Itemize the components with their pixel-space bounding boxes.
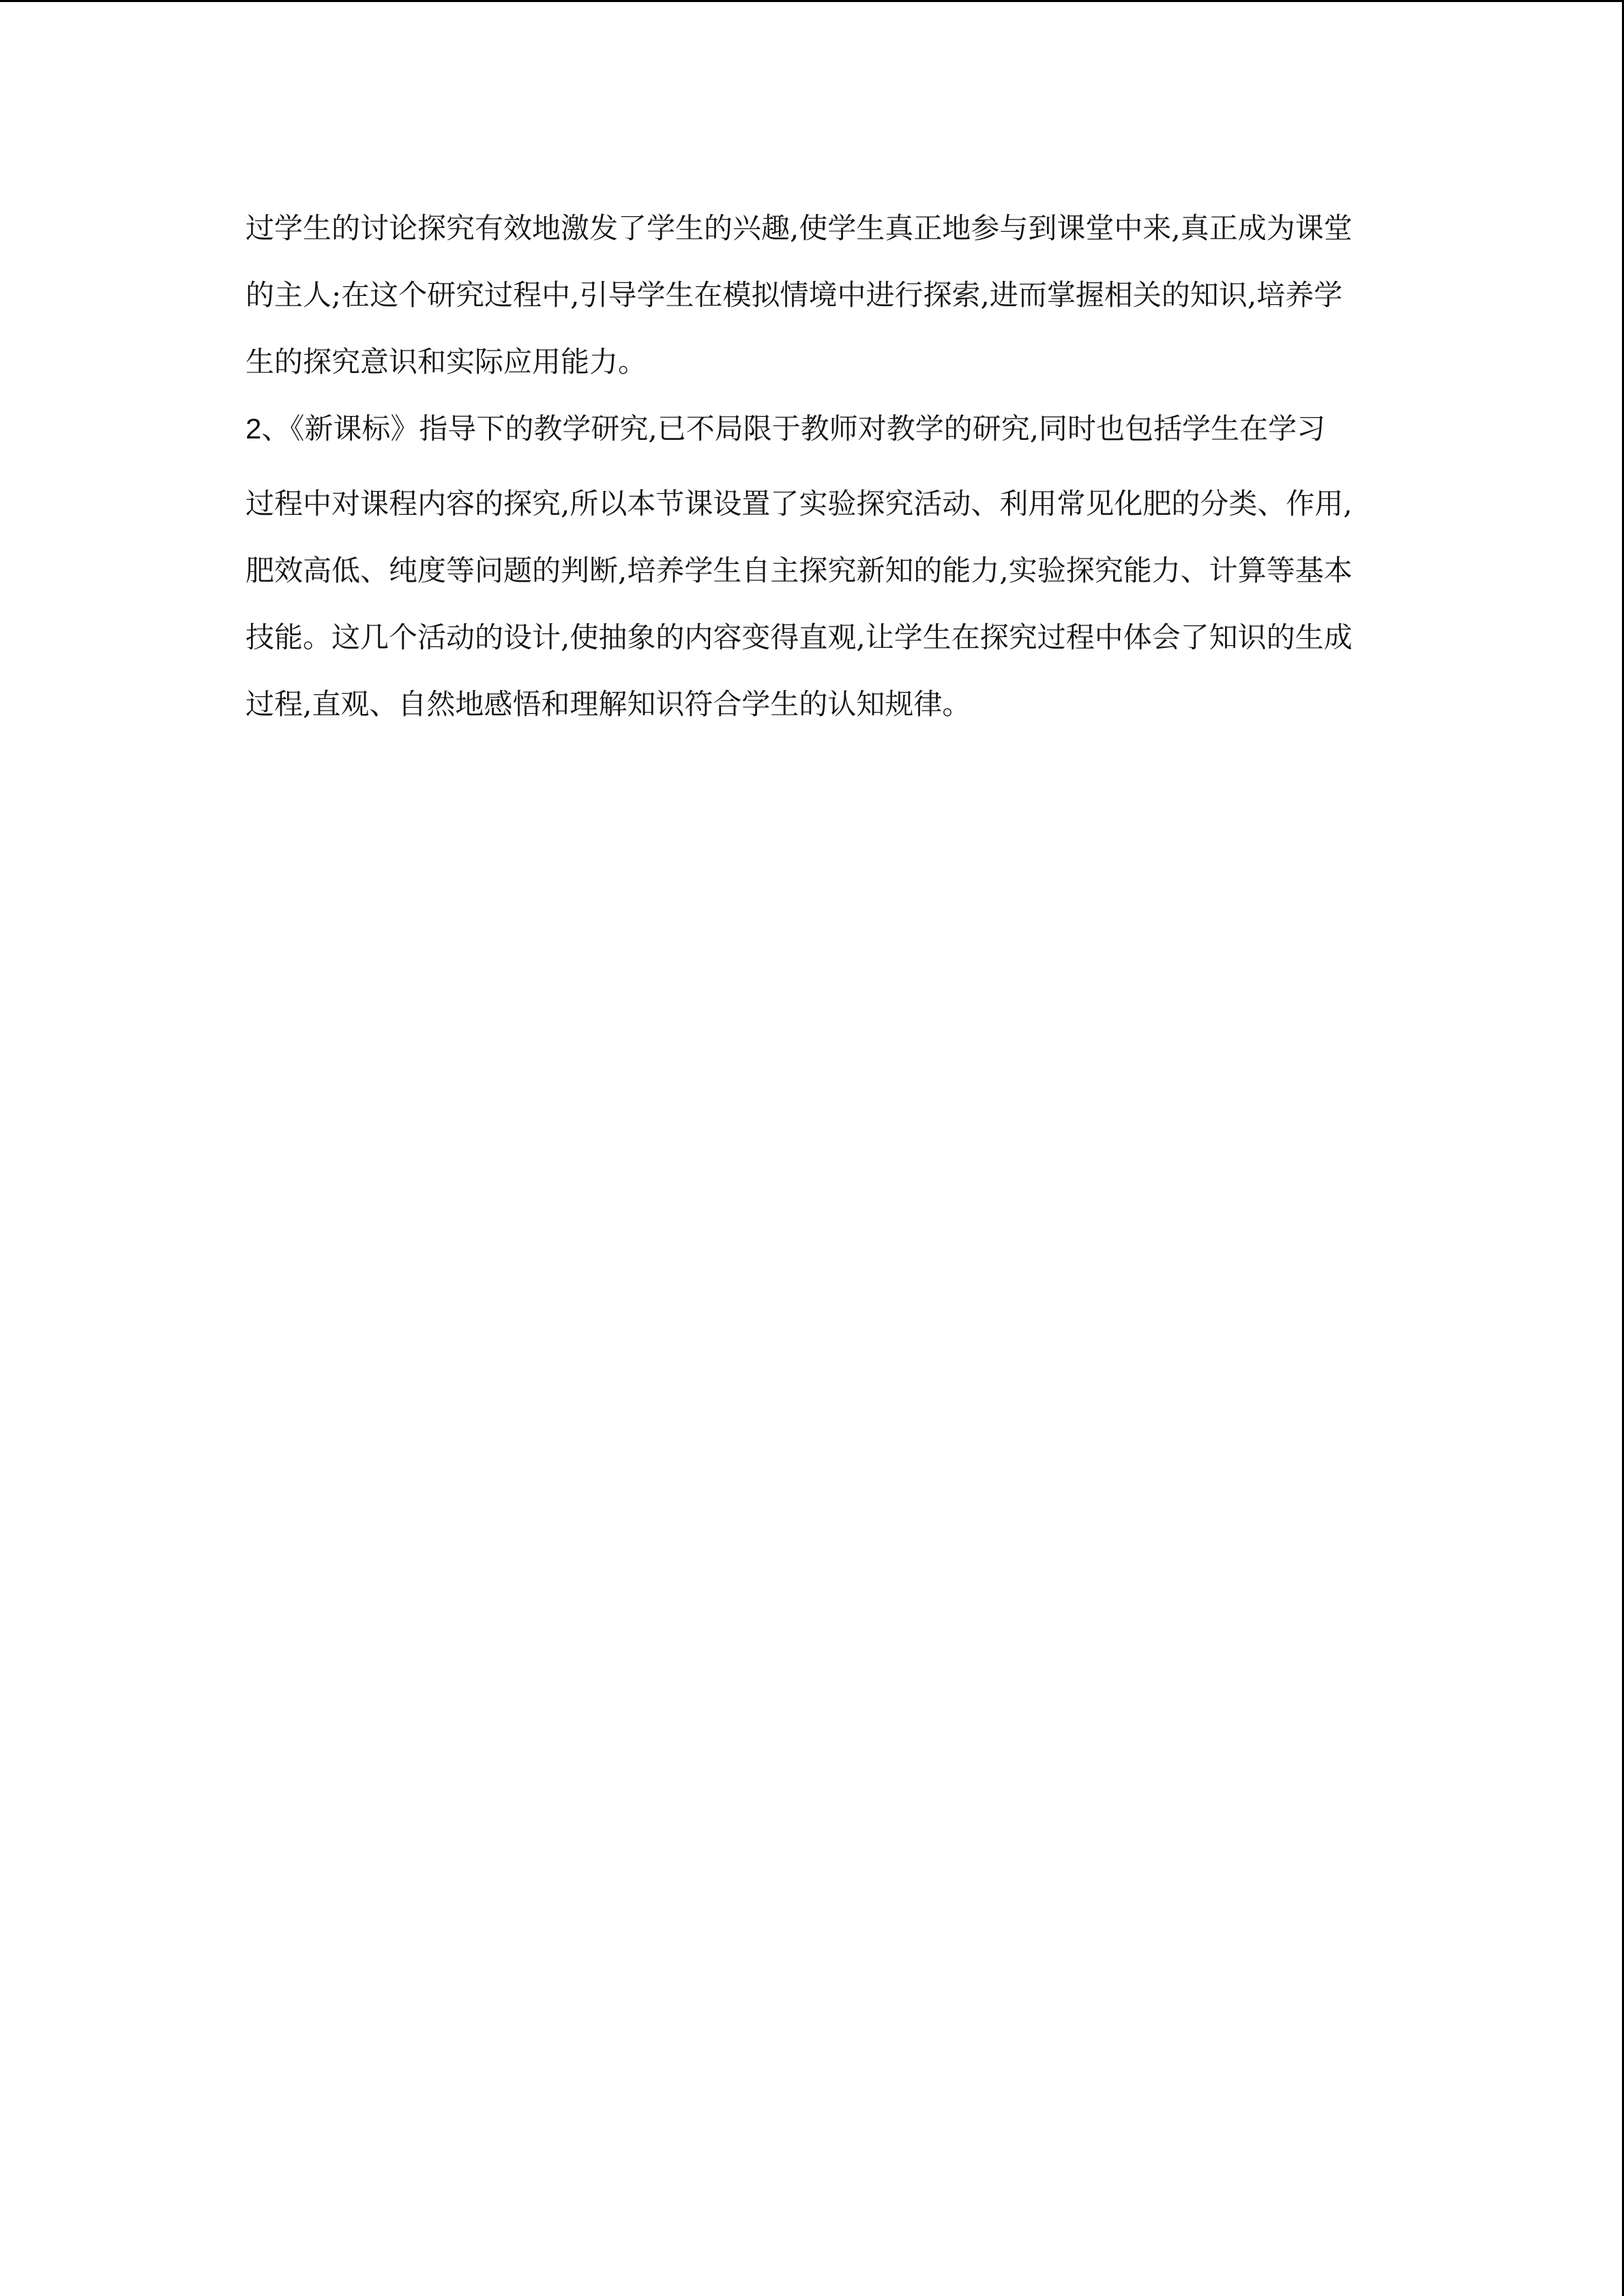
line-gap xyxy=(246,462,1350,471)
text-line: 过学生的讨论探究有效地激发了学生的兴趣,使学生真正地参与到课堂中来,真正成为课堂 xyxy=(246,211,1353,245)
page-top-border xyxy=(0,0,1624,2)
text-line: 过程,直观、自然地感悟和理解知识符合学生的认知规律。 xyxy=(246,687,971,721)
paragraph-1 xyxy=(246,195,1353,396)
text-line: 技能。这几个活动的设计,使抽象的内容变得直观,让学生在探究过程中体会了知识的生成 xyxy=(246,621,1353,654)
paragraph-2-first-line xyxy=(246,396,1350,462)
text-line: 的主人;在这个研究过程中,引导学生在模拟情境中进行探索,进而掌握相关的知识,培养学 xyxy=(246,278,1343,312)
text-line: 生的探究意识和实际应用能力。 xyxy=(246,345,647,378)
text-line: 肥效高低、纯度等问题的判断,培养学生自主探究新知的能力,实验探究能力、计算等基本 xyxy=(246,554,1353,587)
paragraph-2 xyxy=(246,396,1353,738)
text-line: 过程中对课程内容的探究,所以本节课设置了实验探究活动、利用常见化肥的分类、作用, xyxy=(246,487,1353,520)
text-line: 、《新课标》指导下的教学研究,已不局限于教师对教学的研究,同时也包括学生在学习 xyxy=(261,412,1326,445)
list-number: 2 xyxy=(246,413,262,445)
document-body xyxy=(246,195,1353,738)
